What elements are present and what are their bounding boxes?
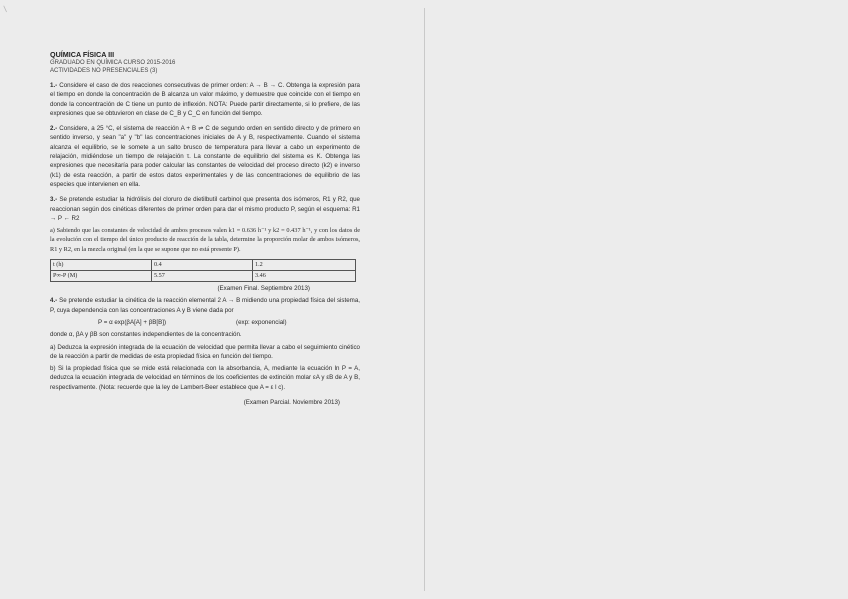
table-cell: 1.2 <box>253 260 356 271</box>
table-cell: t (h) <box>51 260 152 271</box>
exam-source-note: (Examen Parcial. Noviembre 2013) <box>243 399 340 407</box>
data-table <box>50 259 356 282</box>
equation-note: (exp: exponencial) <box>236 318 287 326</box>
table-row <box>51 271 356 282</box>
question-number: 3.- <box>50 196 58 204</box>
page-fold-divider <box>424 8 425 591</box>
document-subtitle: GRADUADO EN QUÍMICA CURSO 2015-2016 <box>50 60 176 66</box>
question-number: 1.- <box>50 82 58 89</box>
table-cell: P∞-P (M) <box>51 271 152 282</box>
table-row <box>51 260 356 271</box>
question-text: Se pretende estudiar la cinética de la reacción elemental 2 A → B midiendo una propiedad física del sistema, P, cuya dependencia con las concentraciones A y B viene dada por <box>50 297 360 314</box>
equation: P = α exp(βA[A] + βB[B]) <box>98 318 167 326</box>
question-text: Se pretende estudiar la hidrólisis del cloruro de dietilbutil carbinol que presenta dos isómeros, R1 y R2, que reaccionan según dos cinéticas diferentes de primer orden para dar el mismo producto P, según el esquema: R1 → P ← R2 <box>50 196 360 222</box>
table-cell: 5.57 <box>152 271 253 282</box>
question-4-part-b: b) Si la propiedad física que se mide está relacionada con la absorbancia, A, mediante la ecuación ln P = A, deduzca la ecuación integrada de velocidad en términos de los coeficientes de extinción molar εA y εB de A y B, respectivamente. (Nota: recuerde que la ley de Lambert-Beer establece que A = ε l c). <box>50 365 360 391</box>
table-cell: 3.46 <box>253 271 356 282</box>
question-4 <box>50 296 360 315</box>
pencil-mark-icon: / <box>1 4 10 14</box>
question-4-part-a: a) Deduzca la expresión integrada de la ecuación de velocidad que permita llevar a cabo el seguimiento cinético de la reacción a partir de medidas de esta propiedad física en función del tiempo. <box>50 343 360 360</box>
question-2 <box>50 124 360 189</box>
question-number: 2.- <box>50 125 58 133</box>
constants-note: donde α, βA y βB son constantes independientes de la concentración. <box>50 331 242 339</box>
question-1 <box>50 81 360 118</box>
question-3 <box>50 195 360 223</box>
document-content <box>50 50 360 414</box>
document-activity-label: ACTIVIDADES NO PRESENCIALES (3) <box>50 68 158 74</box>
question-text: Considere el caso de dos reacciones consecutivas de primer orden: A → B → C. Obtenga la expresión para el tiempo en donde la concentración de B alcanza un valor máximo, y demuestre que coincide con el tiempo en donde la concentración de C tiene un punto de inflexión. NOTA: Puede partir directamente, si lo prefiere, de las expresiones que se obtuvieron en clase de C_B y C_C en función del tiempo. <box>50 82 360 117</box>
question-text: Considere, a 25 °C, el sistema de reacción A + B ⇌ C de segundo orden en sentido directo y de primero en sentido inverso, y sean "a" y "b" las concentraciones iniciales de A y B, respectivamente. Cuando el sistema alcanza el equilibrio, se le somete a un salto brusco de temperatura para llevar a cabo un experimento de relajación, midiéndose un tiempo de relajación τ. La constante de equilibrio del sistema es K. Obtenga las expresiones que necesitaría para poder calcular las constantes de velocidad del proceso directo (k2) e inverso (k1) de esta reacción, a partir de estos datos experimentales y de las concentraciones de equilibrio de las especies que intervienen en ella. <box>50 125 360 188</box>
equation-line <box>50 318 360 327</box>
exam-source-note: (Examen Final. Septiembre 2013) <box>217 285 310 293</box>
document-title: QUÍMICA FÍSICA III <box>50 50 115 59</box>
table-cell: 0.4 <box>152 260 253 271</box>
question-number: 4.- <box>50 297 58 305</box>
question-3-part-a: a) Sabiendo que las constantes de velocidad de ambos procesos valen k1 = 0.636 h⁻¹ y k2 = 0.437 h⁻¹, y con los datos de la evolución con el tiempo del único producto de reacción de la tabla, determine la proporción molar de ambos isómeros, R1 y R2, en la mezcla original (en la que se supone que no está presente P). <box>50 227 360 253</box>
